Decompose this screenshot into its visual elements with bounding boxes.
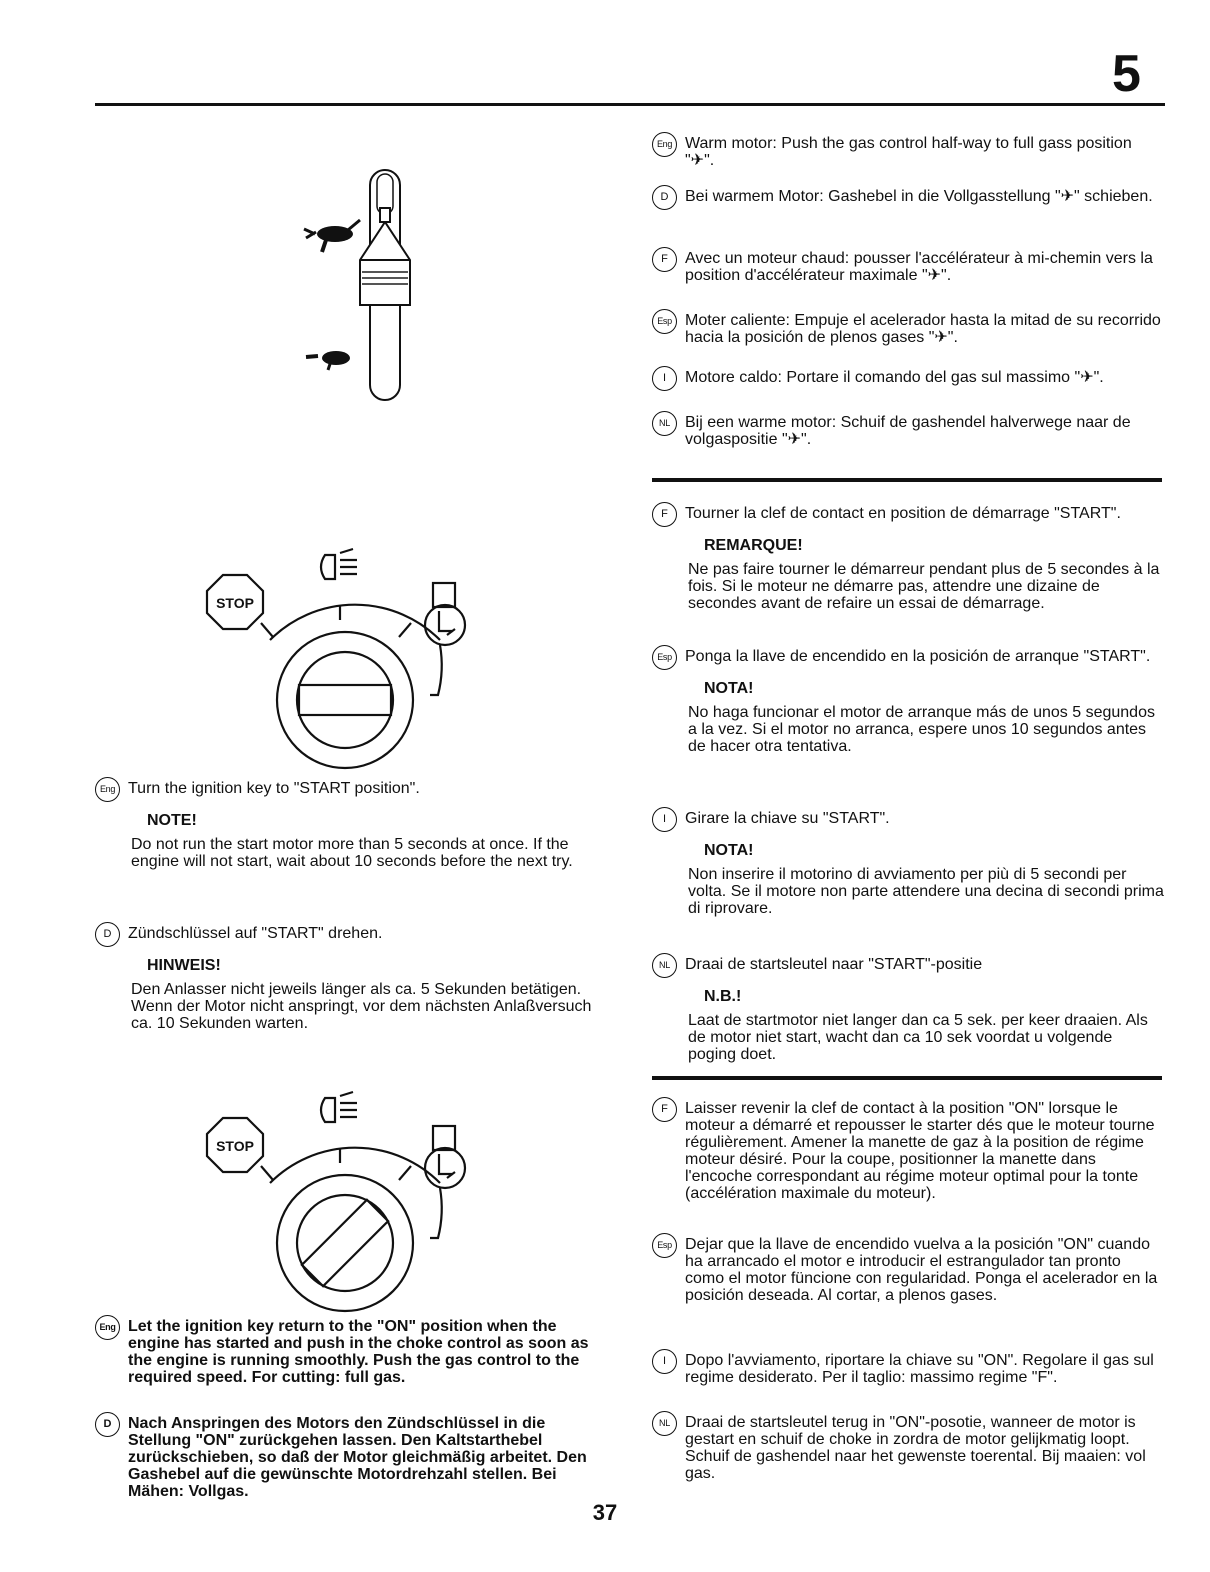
throttle-lever-figure bbox=[300, 160, 440, 410]
right-on-i bbox=[652, 1352, 1164, 1386]
lang-badge-i: I bbox=[652, 1349, 677, 1374]
lang-badge-esp: Esp bbox=[652, 1233, 677, 1258]
left-on-d bbox=[95, 1415, 605, 1500]
lang-badge-d: D bbox=[95, 922, 120, 947]
paragraph: Avec un moteur chaud: pousser l'accélérateur à mi-chemin vers la position d'accélérateur maximale "✈". bbox=[685, 250, 1153, 284]
note-body: Do not run the start motor more than 5 seconds at once. If the engine will not start, wait about 10 seconds before the next try. bbox=[131, 836, 573, 870]
paragraph: Girare la chiave su "START". bbox=[685, 810, 890, 827]
note-body: Ne pas faire tourner le démarreur pendant plus de 5 secondes à la fois. Si le moteur ne démarre pas, attendre une dizaine de secondes avant de refaire un essai de démarrage. bbox=[688, 561, 1160, 612]
paragraph: Nach Anspringen des Motors den Zündschlüssel in die Stellung "ON" zurückgehen lassen. Den Kaltstarthebel zurückschieben, so daß der Motor gleichmäßig arbeitet. Den Gashebel auf die gewünschte Motordrehzahl stellen. Bei Mähen: Vollgas. bbox=[128, 1415, 587, 1500]
paragraph: Motore caldo: Portare il comando del gas sul massimo "✈". bbox=[685, 369, 1104, 386]
right-on-f bbox=[652, 1100, 1164, 1202]
note-body: Laat de startmotor niet langer dan ca 5 sek. per keer draaien. Als de motor niet start, wacht dan ca 10 sek voordat u volgende poging doet. bbox=[688, 1012, 1148, 1063]
paragraph: Laisser revenir la clef de contact à la position "ON" lorsque le moteur a démarré et repousser le starter dés que le moteur tourne régulièrement. Amener la manette de gaz à la position de régime moteur désiré. Pour la coupe, positionner la manette dans l'encoche correspondant au régime moteur optimal pour la tonte (accélération maximale du moteur). bbox=[685, 1100, 1155, 1202]
paragraph: Ponga la llave de encendido en la posición de arranque "START". bbox=[685, 648, 1151, 665]
section-rule bbox=[652, 478, 1162, 482]
lang-badge-f: F bbox=[652, 1097, 677, 1122]
choke-lamp-icon bbox=[321, 555, 335, 579]
page-number: 37 bbox=[592, 1500, 618, 1525]
paragraph: Turn the ignition key to "START position". bbox=[128, 780, 420, 797]
lang-badge-d: D bbox=[95, 1412, 120, 1437]
paragraph: Zündschlüssel auf "START" drehen. bbox=[128, 925, 383, 942]
note-body: Den Anlasser nicht jeweils länger als ca. 5 Sekunden betätigen. Wenn der Motor nicht anspringt, vor dem nächsten Anlaßversuch ca. 10 Sekunden warten. bbox=[131, 981, 592, 1032]
right-on-nl bbox=[652, 1414, 1164, 1482]
note-title: N.B.! bbox=[704, 988, 742, 1005]
ignition-start-figure bbox=[195, 545, 495, 775]
lang-badge-nl: NL bbox=[652, 411, 677, 436]
chapter-number: 5 bbox=[1112, 45, 1141, 103]
note-title: HINWEIS! bbox=[147, 957, 221, 974]
key-slot bbox=[299, 685, 391, 715]
warm-engine-section bbox=[652, 135, 1164, 448]
right-start-f bbox=[652, 505, 1164, 612]
paragraph: Dejar que la llave de encendido vuelva a la posición "ON" cuando ha arrancado el motor e introducir el estrangulador tan pronto como el motor füncione con regularidad. Ponga el acelerador en la posición deseada. Al cortar, a plenos gases. bbox=[685, 1236, 1158, 1304]
lang-badge-f: F bbox=[652, 247, 677, 272]
lang-badge-i: I bbox=[652, 807, 677, 832]
note-body: Non inserire il motorino di avviamento per più di 5 secondi per volta. Se il motore non parte attendere una decina di secondi prima di riprovare. bbox=[688, 866, 1164, 917]
lang-badge-esp: Esp bbox=[652, 645, 677, 670]
paragraph: Bij een warme motor: Schuif de gashendel halverwege naar de volgaspositie "✈". bbox=[685, 414, 1131, 448]
lang-badge-nl: NL bbox=[652, 953, 677, 978]
right-start-nl bbox=[652, 956, 1164, 1063]
right-on-esp bbox=[652, 1236, 1164, 1304]
paragraph: Moter caliente: Empuje el acelerador hasta la mitad de su recorrido hacia la posición de plenos gases "✈". bbox=[685, 312, 1161, 346]
header-rule bbox=[95, 103, 1165, 106]
lang-badge-d: D bbox=[652, 185, 677, 210]
left-start-d bbox=[95, 925, 605, 1032]
stop-label: STOP bbox=[216, 1138, 254, 1154]
paragraph: Draai de startsleutel naar "START"-positie bbox=[685, 956, 983, 973]
note-title: REMARQUE! bbox=[704, 537, 803, 554]
lang-badge-i: I bbox=[652, 366, 677, 391]
paragraph: Draai de startsleutel terug in "ON"-posotie, wanneer de motor is gestart en schuif de choke in zordra de motor gelijkmatig loopt. Schuif de gashendel naar het gewenste toerental. Bij maaien: vol gas. bbox=[685, 1414, 1146, 1482]
left-on-eng bbox=[95, 1318, 605, 1386]
right-start-i bbox=[652, 810, 1164, 917]
paragraph: Dopo l'avviamento, riportare la chiave su "ON". Regolare il gas sul regime desiderato. Per il taglio: massimo regime "F". bbox=[685, 1352, 1154, 1386]
lang-badge-nl: NL bbox=[652, 1411, 677, 1436]
lang-badge-eng: Eng bbox=[95, 1315, 120, 1340]
starter-bulb-icon bbox=[425, 583, 465, 645]
paragraph: Let the ignition key return to the "ON" position when the engine has started and push in the choke control as soon as the engine is running smoothly. Push the gas control to the required speed. For cutting: full gas. bbox=[128, 1318, 589, 1386]
note-body: No haga funcionar el motor de arranque más de unos 5 segundos a la vez. Si el motor no arranca, espere unos 10 segundos antes de hacer otra tentativa. bbox=[688, 704, 1155, 755]
stop-label: STOP bbox=[216, 595, 254, 611]
lang-badge-esp: Esp bbox=[652, 309, 677, 334]
section-rule bbox=[652, 1076, 1162, 1080]
lang-badge-eng: Eng bbox=[95, 777, 120, 802]
paragraph: Tourner la clef de contact en position de démarrage "START". bbox=[685, 505, 1121, 522]
right-start-esp bbox=[652, 648, 1164, 755]
note-title: NOTA! bbox=[704, 680, 754, 697]
left-start-eng bbox=[95, 780, 605, 870]
lang-badge-eng: Eng bbox=[652, 132, 677, 157]
dial-arc-top bbox=[270, 605, 440, 640]
note-title: NOTA! bbox=[704, 842, 754, 859]
note-title: NOTE! bbox=[147, 812, 197, 829]
ignition-on-figure bbox=[195, 1088, 495, 1318]
lang-badge-f: F bbox=[652, 502, 677, 527]
paragraph: Bei warmem Motor: Gashebel in die Vollgasstellung "✈" schieben. bbox=[685, 188, 1153, 205]
tortoise-icon bbox=[306, 351, 350, 370]
hare-icon bbox=[304, 220, 360, 252]
paragraph: Warm motor: Push the gas control half-way to full gass position "✈". bbox=[685, 135, 1132, 169]
